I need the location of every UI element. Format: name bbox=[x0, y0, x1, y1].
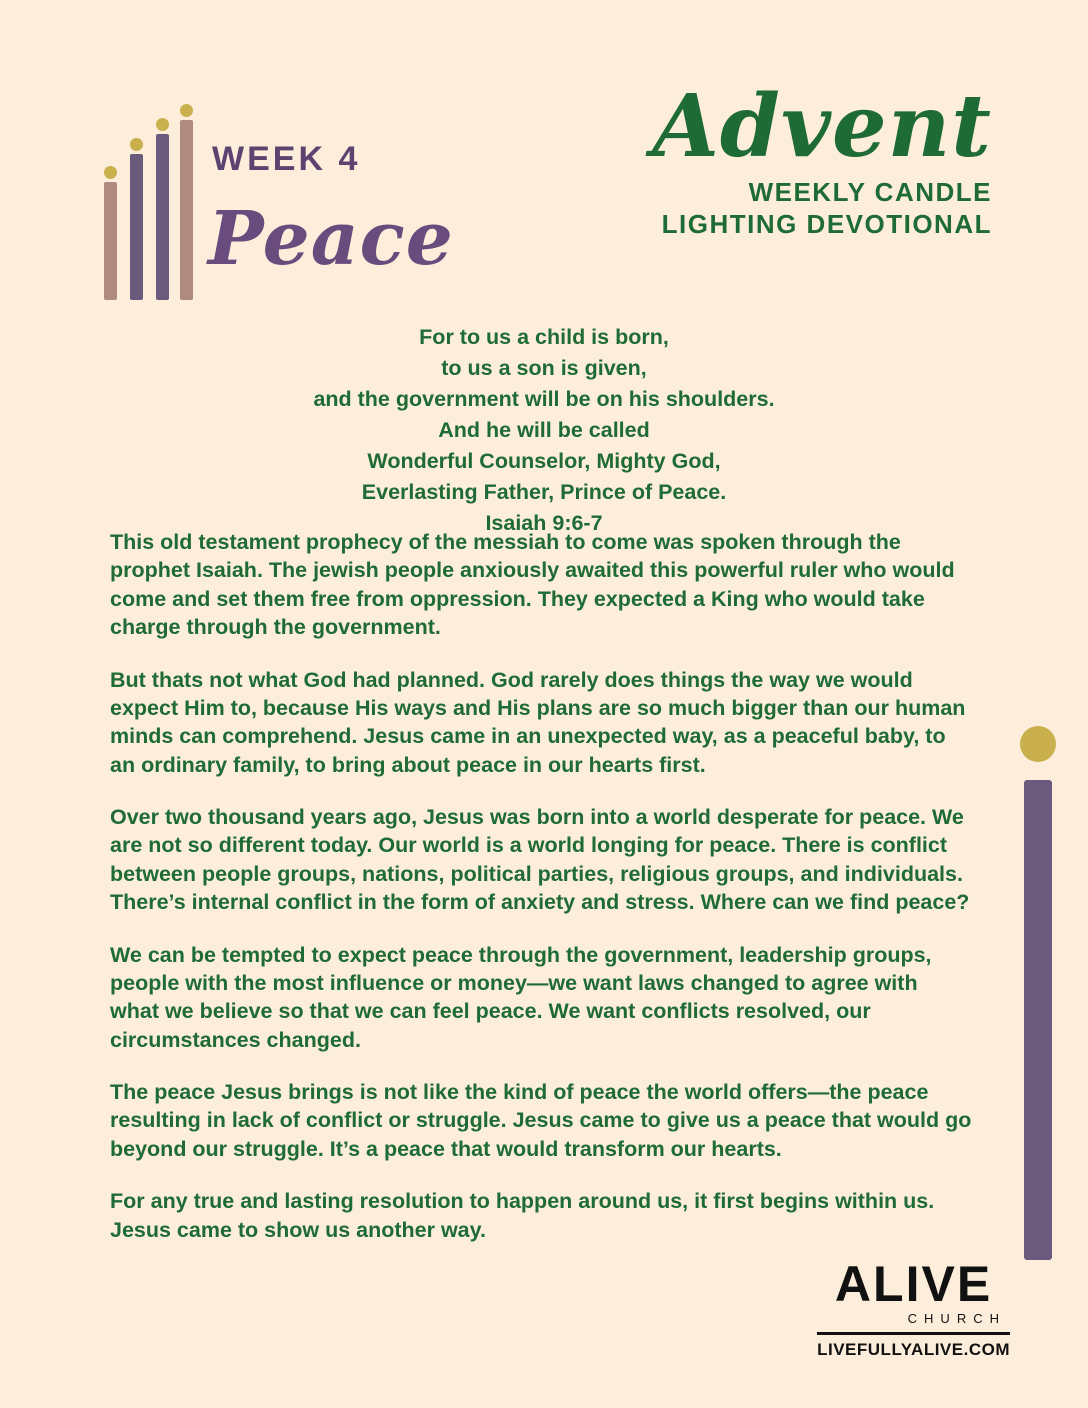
body-paragraph: But thats not what God had planned. God rarely does things the way we would expect Him to, because His ways and His plans are so much bigger than our human minds can comprehend. Jesus came in an unexpected way, as a peaceful baby, to an ordinary family, to bring about peace in our hearts first. bbox=[110, 667, 966, 777]
body-paragraph: Over two thousand years ago, Jesus was born into a world desperate for peace. We are not so different today. Our world is a world longing for peace. There is conflict between people groups, nations, political parties, religious groups, and individuals. There’s internal conflict in the form of anxiety and stress. Where can we find peace? bbox=[110, 805, 970, 915]
advent-subtitle-line-1: WEEKLY CANDLE bbox=[748, 176, 992, 207]
body-paragraph: This old testament prophecy of the messiah to come was spoken through the prophet Isaiah. The jewish people anxiously awaited this powerful ruler who would come and set them free from oppression. They expected a King who would take charge through the government. bbox=[110, 530, 955, 640]
side-candle-icon bbox=[1024, 780, 1052, 1260]
advent-title-block bbox=[512, 76, 992, 241]
devotional-body bbox=[110, 528, 972, 1268]
advent-wordmark: Advent bbox=[652, 76, 992, 177]
candle-icon-4 bbox=[180, 120, 193, 300]
advent-subtitle bbox=[512, 176, 992, 241]
logo-subword: CHURCH bbox=[907, 1311, 1006, 1326]
theme-word: Peace bbox=[208, 196, 454, 282]
advent-candles-graphic bbox=[104, 104, 196, 300]
scripture-line: and the government will be on his shoulders. bbox=[313, 386, 775, 411]
body-paragraph: The peace Jesus brings is not like the kind of peace the world offers—the peace resulting in lack of conflict or struggle. Jesus came to give us a peace that would go beyond our struggle. It’s a peace that would transform our hearts. bbox=[110, 1080, 972, 1161]
scripture-line: And he will be called bbox=[438, 417, 650, 442]
body-paragraph: For any true and lasting resolution to happen around us, it first begins within us. Jesus came to show us another way. bbox=[110, 1189, 935, 1242]
scripture-reference: Isaiah 9:6-7 bbox=[485, 510, 603, 535]
body-paragraph: We can be tempted to expect peace through the government, leadership groups, people with the most influence or money—we want laws changed to agree with what we believe so that we can feel peace. We want conflicts resolved, our circumstances changed. bbox=[110, 942, 932, 1052]
logo-wordmark: ALIVE bbox=[834, 1256, 993, 1312]
candle-flame-icon-1 bbox=[104, 166, 117, 179]
candle-flame-icon-2 bbox=[130, 138, 143, 151]
week-label: WEEK 4 bbox=[212, 140, 361, 178]
advent-subtitle-line-2: LIGHTING DEVOTIONAL bbox=[661, 209, 992, 240]
scripture-line: Everlasting Father, Prince of Peace. bbox=[361, 479, 727, 504]
side-candle-flame-icon bbox=[1020, 726, 1056, 762]
logo-divider bbox=[817, 1332, 1010, 1335]
scripture-line: Wonderful Counselor, Mighty God, bbox=[367, 448, 721, 473]
candle-flame-icon-4 bbox=[180, 104, 193, 117]
page-header bbox=[0, 0, 1088, 300]
candle-icon-2 bbox=[130, 154, 143, 300]
candle-flame-icon-3 bbox=[156, 118, 169, 131]
scripture-line: to us a son is given, bbox=[441, 355, 647, 380]
alive-church-logo bbox=[817, 1256, 1010, 1360]
scripture-line: For to us a child is born, bbox=[419, 325, 669, 349]
candle-icon-3 bbox=[156, 134, 169, 300]
logo-website-url: LIVEFULLYALIVE.COM bbox=[817, 1340, 1010, 1359]
scripture-block bbox=[0, 322, 1088, 539]
candle-icon-1 bbox=[104, 182, 117, 300]
